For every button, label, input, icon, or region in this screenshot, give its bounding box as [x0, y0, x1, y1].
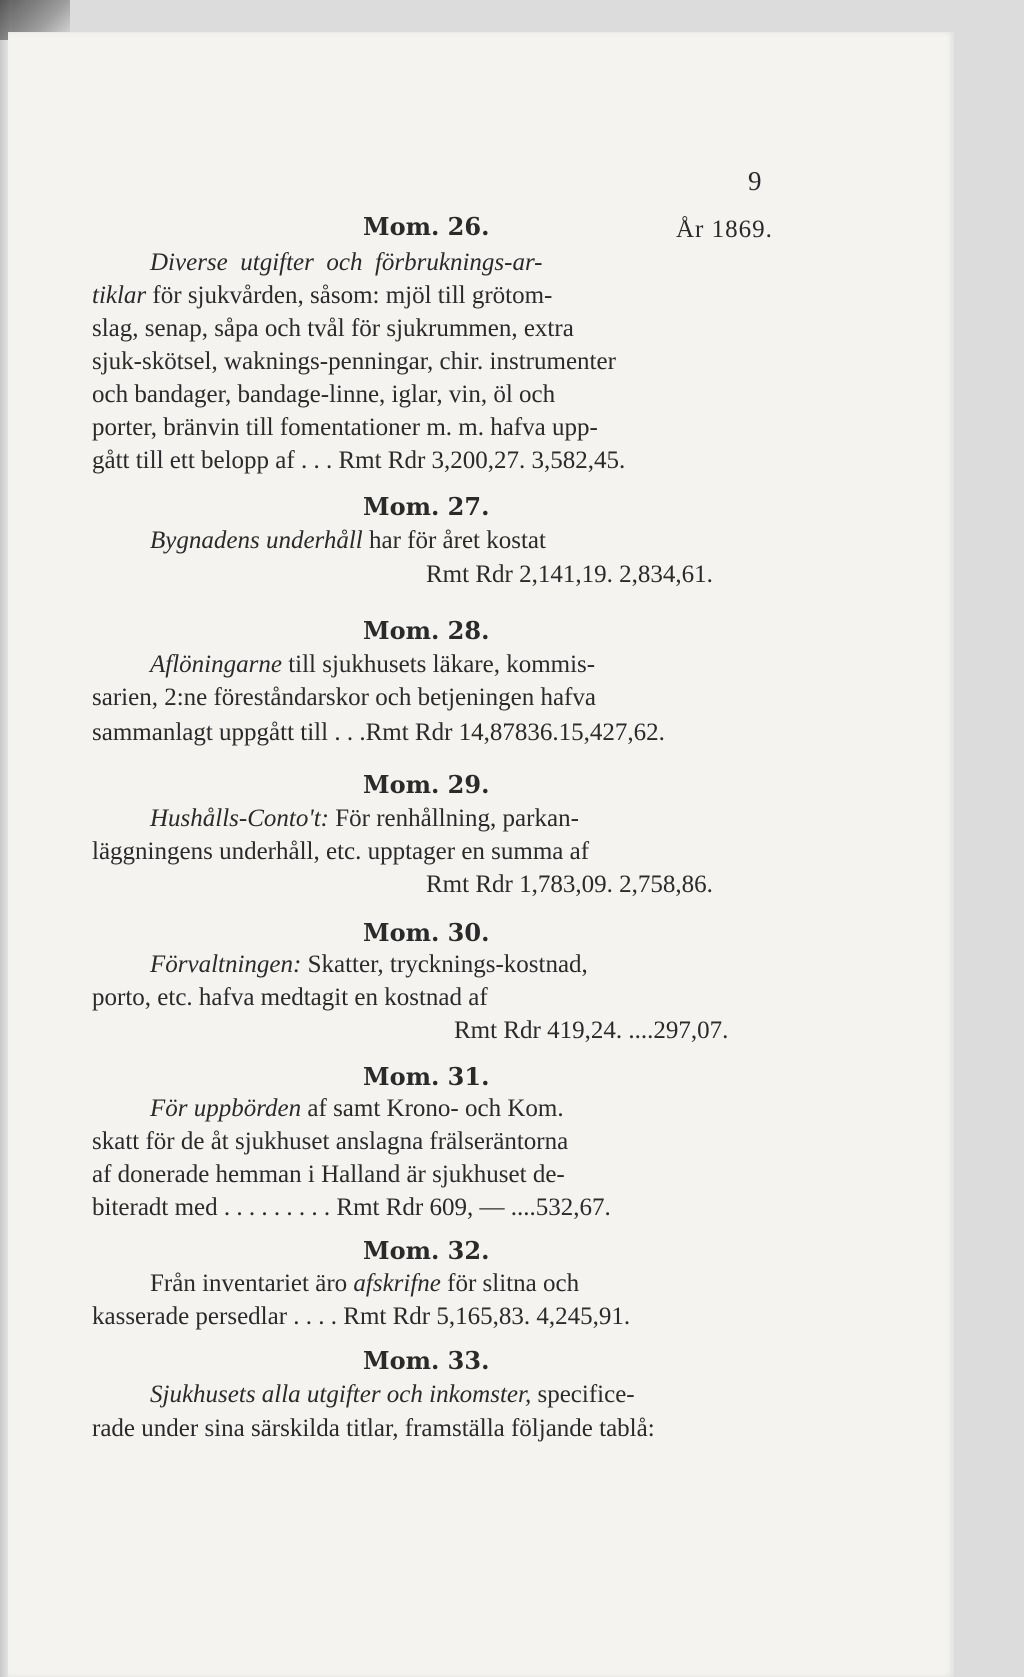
mom-29-heading: Mom. 29.: [363, 770, 490, 799]
mom-30-heading: Mom. 30.: [363, 918, 490, 947]
mom-26-line-1: Diverse utgifter och förbruknings-ar-: [150, 249, 543, 276]
mom-26-line-7: gått till ett belopp af . . . Rmt Rdr 3,200,27. 3,582,45.: [92, 447, 626, 474]
mom-27-heading: Mom. 27.: [363, 492, 490, 521]
mom-32-line-2: kasserade persedlar . . . . Rmt Rdr 5,165,83. 4,245,91.: [92, 1303, 631, 1330]
mom-31-line-4: biteradt med . . . . . . . . . Rmt Rdr 609, — ....532,67.: [92, 1194, 611, 1221]
mom-33-line-1: Sjukhusets alla utgifter och inkomster, specifice-: [150, 1381, 635, 1408]
mom-31-line-1: För uppbörden af samt Krono- och Kom.: [150, 1095, 564, 1122]
mom-33-line-2: rade under sina särskilda titlar, framställa följande tablå:: [92, 1415, 655, 1442]
mom-27-line-2: Rmt Rdr 2,141,19. 2,834,61.: [426, 561, 713, 588]
mom-31-heading: Mom. 31.: [363, 1062, 490, 1091]
year-label: År 1869.: [676, 216, 773, 243]
mom-26-line-5: och bandager, bandage-linne, iglar, vin, öl och: [92, 381, 556, 408]
mom-29-line-1: Hushålls-Conto't: För renhållning, parkan-: [150, 805, 579, 832]
mom-30-line-1: Förvaltningen: Skatter, trycknings-kostnad,: [150, 951, 588, 978]
mom-28-heading: Mom. 28.: [363, 616, 490, 645]
page-number: 9: [748, 166, 762, 196]
mom-28-line-2: sarien, 2:ne föreståndarskor och betjeningen hafva: [92, 684, 596, 711]
mom-29-line-3: Rmt Rdr 1,783,09. 2,758,86.: [426, 871, 713, 898]
mom-28-line-3: sammanlagt uppgått till . . .Rmt Rdr 14,87836.15,427,62.: [92, 719, 665, 746]
mom-30-line-2: porto, etc. hafva medtagit en kostnad af: [92, 984, 488, 1011]
mom-26-line-3: slag, senap, såpa och tvål för sjukrummen, extra: [92, 315, 574, 342]
document-page: [8, 32, 954, 1677]
mom-32-heading: Mom. 32.: [363, 1236, 490, 1265]
mom-26-line-2: tiklar för sjukvården, såsom: mjöl till grötom-: [92, 282, 553, 309]
mom-30-line-3: Rmt Rdr 419,24. ....297,07.: [454, 1017, 729, 1044]
mom-31-line-2: skatt för de åt sjukhuset anslagna frälseräntorna: [92, 1128, 569, 1155]
mom-32-line-1: Från inventariet äro afskrifne för slitna och: [150, 1270, 580, 1297]
mom-26-line-6: porter, bränvin till fomentationer m. m. hafva upp-: [92, 414, 598, 441]
mom-31-line-3: af donerade hemman i Halland är sjukhuset de-: [92, 1161, 565, 1188]
mom-27-line-1: Bygnadens underhåll har för året kostat: [150, 527, 546, 554]
mom-26-line-4: sjuk-skötsel, waknings-penningar, chir. instrumenter: [92, 348, 616, 375]
mom-26-heading: Mom. 26.: [363, 212, 490, 241]
mom-29-line-2: läggningens underhåll, etc. upptager en summa af: [92, 838, 590, 865]
mom-33-heading: Mom. 33.: [363, 1346, 490, 1375]
mom-28-line-1: Aflöningarne till sjukhusets läkare, kommis-: [150, 651, 596, 678]
